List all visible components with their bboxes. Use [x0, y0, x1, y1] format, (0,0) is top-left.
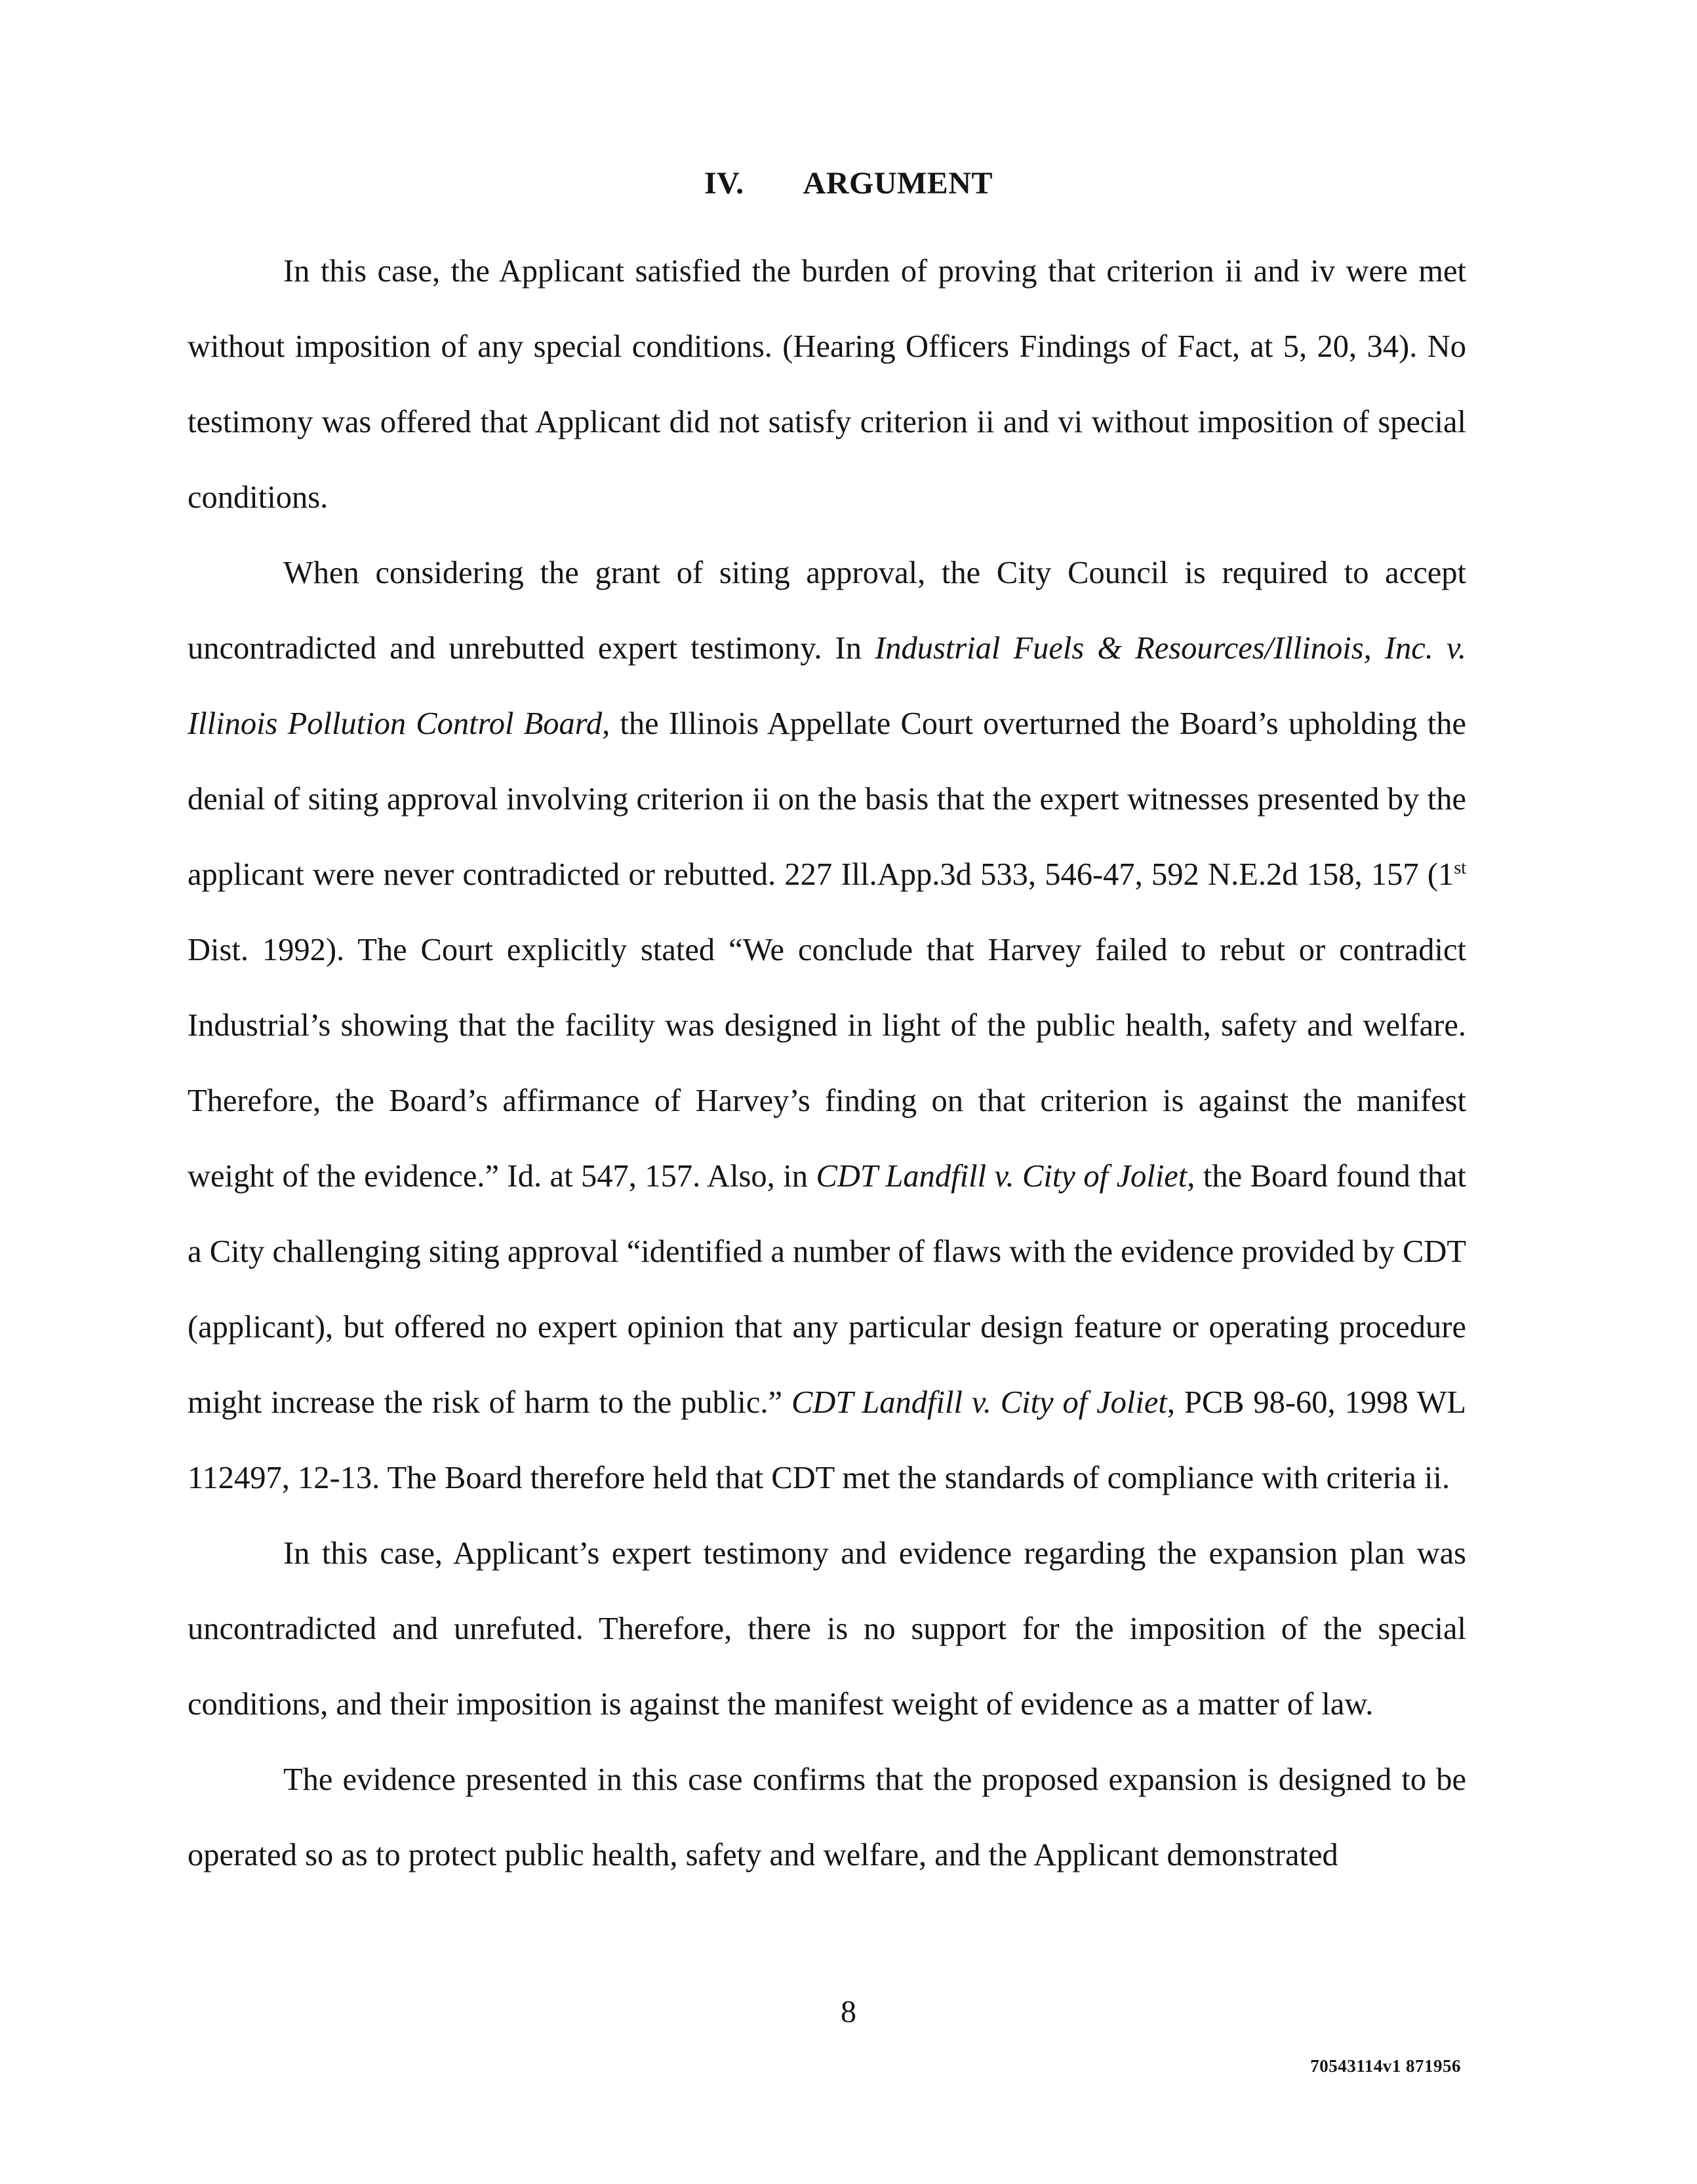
- body-text: [188, 233, 1466, 1893]
- page-number: 8: [841, 1994, 856, 2029]
- paragraph-2-text-5: , PCB 98-60, 1998 WL 112497, 12-13. The Board therefore held that CDT met the standards of compliance with criteria ii.: [188, 1385, 1466, 1495]
- paragraph-2-text-3: Dist. 1992). The Court explicitly stated “We conclude that Harvey failed to rebut or contradict Industrial’s showing that the facility was designed in light of the public health, safety and welfare. Therefore, the Board’s affirmance of Harvey’s finding on that criterion is against the manifest weight of the evidence.” Id. at 547, 157. Also, in: [188, 933, 1466, 1194]
- case-citation-cdt-landfill: CDT Landfill v. City of Joliet: [816, 1159, 1188, 1194]
- paragraph-1: In this case, the Applicant satisfied the burden of proving that criterion ii and iv were met without imposition of any special conditions. (Hearing Officers Findings of Fact, at 5, 20, 34). No testimony was offered that Applicant did not satisfy criterion ii and vi without imposition of special conditions.: [188, 254, 1466, 515]
- paragraph-2: [188, 535, 1466, 1516]
- ordinal-superscript: st: [1454, 857, 1466, 878]
- paragraph-2-text-1: When considering the grant of siting approval, the City Council is required to accept uncontradicted and unrebutted expert testimony. In: [188, 556, 1466, 666]
- paragraph-3: In this case, Applicant’s expert testimony and evidence regarding the expansion plan was uncontradicted and unrefuted. Therefore, there is no support for the imposition of the special conditions, and their imposition is against the manifest weight of evidence as a matter of law.: [188, 1536, 1466, 1722]
- paragraph-2-text-2: the Illinois Appellate Court overturned the Board’s upholding the denial of siting approval involving criterion ii on the basis that the expert witnesses presented by the applicant were never contradicted or rebutted. 227 Ill.App.3d 533, 546-47, 592 N.E.2d 158, 157 (1: [188, 706, 1466, 892]
- document-id: 70543114v1 871956: [1310, 2056, 1461, 2076]
- section-heading: [0, 165, 1697, 201]
- section-number: IV.: [704, 166, 744, 201]
- section-title: ARGUMENT: [803, 166, 993, 201]
- paragraph-2-text-4: , the Board found that a City challenging siting approval “identified a number of flaws with the evidence provided by CDT (applicant), but offered no expert opinion that any particular design feature or operating procedure might increase the risk of harm to the public.”: [188, 1159, 1466, 1420]
- paragraph-4: The evidence presented in this case confirms that the proposed expansion is designed to be operated so as to protect public health, safety and welfare, and the Applicant demonstrated: [188, 1762, 1466, 1872]
- case-citation-cdt-landfill-short: CDT Landfill v. City of Joliet: [791, 1385, 1167, 1420]
- case-citation-industrial-fuels: Industrial Fuels & Resources/Illinois, Inc. v. Illinois Pollution Control Board,: [188, 631, 1467, 741]
